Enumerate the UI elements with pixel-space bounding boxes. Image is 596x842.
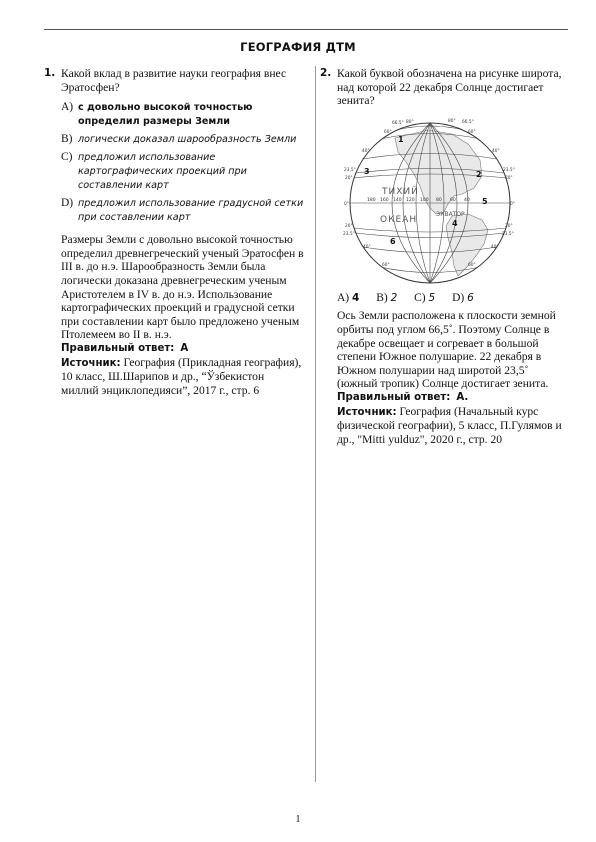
lat-label: 20° xyxy=(345,175,353,181)
choice-letter: D) xyxy=(452,291,465,304)
column-divider xyxy=(315,66,316,782)
lat-label: 60° xyxy=(468,129,476,135)
marker-6: 6 xyxy=(390,236,396,246)
choice-letter: A) xyxy=(337,291,350,304)
lat-label: 20° xyxy=(505,223,513,229)
marker-3: 3 xyxy=(364,166,370,176)
lon-label: 60 xyxy=(450,197,456,203)
question-1 xyxy=(44,67,304,397)
marker-1: 1 xyxy=(398,134,404,144)
lat-label: 23.5° xyxy=(502,231,514,237)
lat-label: 0° xyxy=(344,201,349,207)
question-number: 1. xyxy=(44,67,56,79)
lat-label: 40° xyxy=(492,148,500,154)
option-b[interactable] xyxy=(61,133,304,147)
lat-label: 23.5° xyxy=(343,231,355,237)
correct-answer-value: A xyxy=(180,342,189,354)
lat-label: 66.5° xyxy=(462,119,474,125)
option-letter: D) xyxy=(61,197,74,210)
question-2 xyxy=(320,67,570,446)
correct-answer xyxy=(61,342,304,356)
choice-value: 2 xyxy=(390,291,398,304)
source-label: Источник: xyxy=(337,406,397,418)
source xyxy=(61,356,304,398)
marker-4: 4 xyxy=(452,218,458,228)
source-text: География (Прикладная география), 10 класс, Ш.Шарипов и др., “Ўзбекистон миллий энциклопедияси”, 2017 г., стр. 6 xyxy=(61,355,302,397)
option-d[interactable] xyxy=(61,197,304,225)
option-text: предложил использование картографических проекций при составлении карт xyxy=(78,152,247,192)
lon-label: 180 xyxy=(367,197,376,203)
lat-label: 60° xyxy=(384,129,392,135)
lon-label: 120 xyxy=(406,197,415,203)
marker-5: 5 xyxy=(482,196,488,206)
lat-label: 40° xyxy=(363,244,371,250)
lat-label: 40° xyxy=(491,244,499,250)
choice-value: 4 xyxy=(352,291,360,304)
option-text: логически доказал шарообразность Земли xyxy=(78,134,297,146)
correct-answer-label: Правильный ответ: xyxy=(61,342,175,354)
lat-label: 23.5° xyxy=(344,167,356,173)
option-letter: A) xyxy=(61,101,74,114)
lat-label: 60° xyxy=(382,262,390,268)
globe-figure xyxy=(340,116,520,286)
lat-label: 40° xyxy=(362,148,370,154)
lon-label: 160 xyxy=(380,197,389,203)
answer-options xyxy=(61,101,304,225)
lat-label: 20° xyxy=(345,223,353,229)
choice-a[interactable] xyxy=(337,292,359,304)
source xyxy=(337,405,570,447)
lon-label: 80 xyxy=(436,197,442,203)
choice-b[interactable] xyxy=(376,292,397,304)
page-title: ГЕОГРАФИЯ ДТМ xyxy=(240,40,356,54)
option-a[interactable] xyxy=(61,101,304,129)
marker-2: 2 xyxy=(476,169,482,179)
option-text: с довольно высокой точностью определил размеры Земли xyxy=(78,102,253,128)
equator-label: ЭКВАТОР xyxy=(436,210,465,218)
lon-label: 140 xyxy=(393,197,402,203)
question-text: Какой вклад в развитие науки география внес Эратосфен? xyxy=(61,67,287,94)
question-number: 2. xyxy=(320,67,332,79)
correct-answer xyxy=(337,391,570,405)
lat-label: 60° xyxy=(468,262,476,268)
choice-letter: C) xyxy=(414,291,426,304)
globe-diagram xyxy=(340,116,520,286)
choice-letter: B) xyxy=(376,291,388,304)
source-label: Источник: xyxy=(61,357,121,369)
correct-answer-value: A. xyxy=(456,391,469,403)
source-text: География (Начальный курс физической географии), 5 класс, П.Гулямов и др., "Mitti yulduz", 2020 г., стр. 20 xyxy=(337,404,562,446)
choice-c[interactable] xyxy=(414,292,435,304)
page-number: 1 xyxy=(295,814,301,825)
choice-value: 5 xyxy=(428,291,436,304)
option-c[interactable] xyxy=(61,151,304,193)
option-text: предложил использование градусной сетки при составлении карт xyxy=(78,198,304,224)
lon-label: 40 xyxy=(464,197,470,203)
explanation-text: Размеры Земли с довольно высокой точностью определил древнегреческий ученый Эратосфен в III в. до н.э. Шарообразность Земли была логически доказана древнегреческим ученым Аристотелем в IV в. до н.э. Использование картографических проекций и градусной сетки при составлении карт было предложено ученым Птолемеем во II в. н.э. xyxy=(61,233,304,342)
answer-choices xyxy=(337,292,570,306)
pacific-label-2: ОКЕАН xyxy=(380,214,418,225)
lat-label: 0° xyxy=(510,201,515,207)
correct-answer-label: Правильный ответ: xyxy=(337,391,451,403)
choice-value: 6 xyxy=(467,291,474,304)
question-text: Какой буквой обозначена на рисунке широта, над которой 22 декабря Солнце достигает зенита? xyxy=(337,67,562,108)
option-letter: C) xyxy=(61,151,73,164)
option-letter: B) xyxy=(61,133,73,146)
lat-label: 23.5° xyxy=(503,167,515,173)
header-rule xyxy=(44,29,568,30)
lat-label: 80° xyxy=(448,118,456,124)
pacific-label-1: ТИХИЙ xyxy=(382,186,419,197)
lat-label: 66.5° xyxy=(392,120,404,126)
lon-label: 100 xyxy=(420,197,429,203)
choice-d[interactable] xyxy=(452,292,474,304)
lat-label: 20° xyxy=(505,175,513,181)
lat-label: 80° xyxy=(406,119,414,125)
explanation-text: Ось Земли расположена к плоскости земной орбиты под углом 66,5˚. Поэтому Солнце в декабре освещает и согревает в большой степени Южное полушарие. 22 декабря в Южном полушарии над широтой 23,5˚ (южный тропик) Солнце достигает зенита. xyxy=(337,309,556,391)
